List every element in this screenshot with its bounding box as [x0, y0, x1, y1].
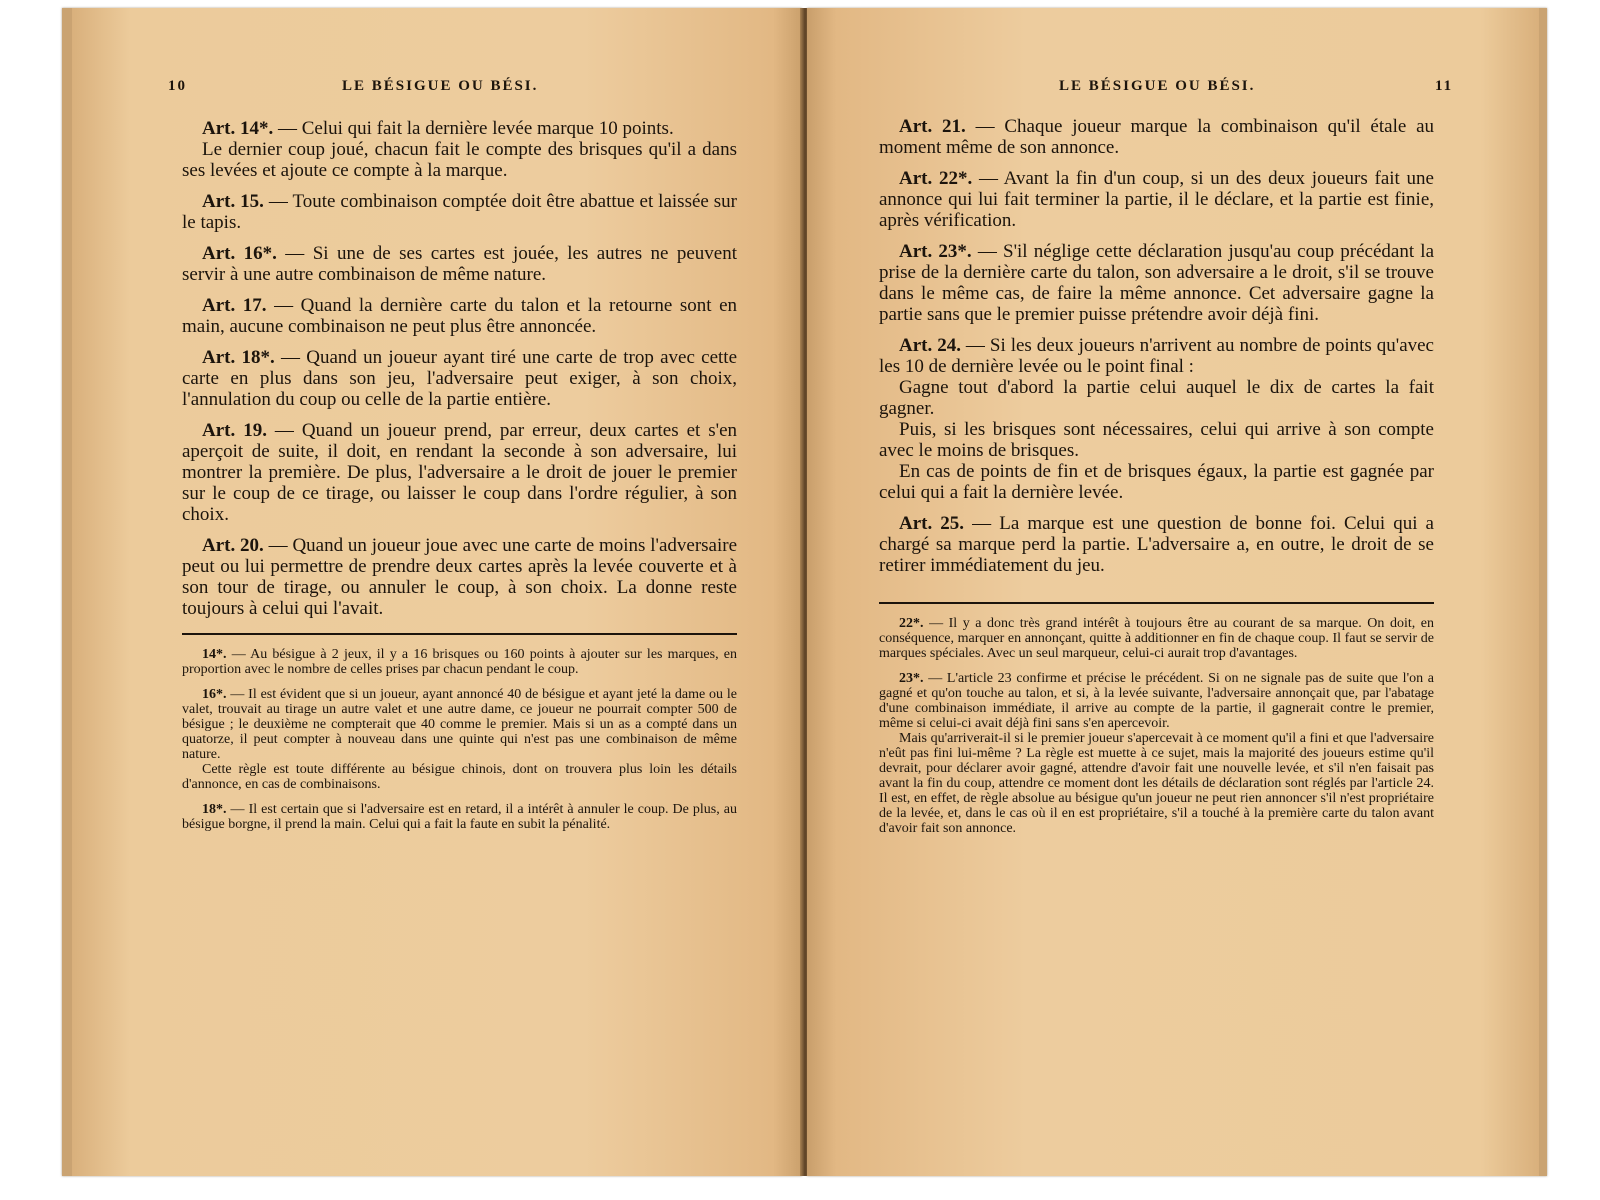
footnote-label: 23*.	[899, 671, 924, 686]
open-book	[62, 8, 1547, 1188]
right-page	[807, 8, 1547, 1176]
footnote-text: — Il est certain que si l'adversaire est en retard, il a intérêt à annuler le coup. De plus, au bésigue borgne, il prend la main. Celui qui a fait la faute en subit la pénalité.	[182, 802, 738, 832]
footnote-label: 18*.	[202, 802, 227, 817]
footnote-text: — L'article 23 confirme et précise le précédent. Si on ne signale pas de suite que l'on a gagné et qu'on touche au talon, et si, à la levée suivante, l'adversaire annonçait que, par l'abatage d'une combinaison immédiate, il arrive au compte de la partie, il gagnerait contre le premier, même si celui-ci avait déjà fini sans s'en apercevoir.	[879, 671, 1435, 731]
article-22	[879, 168, 1434, 231]
article-text: — La marque est une question de bonne foi. Celui qui a chargé sa marque perd la partie. L'adversaire a, en outre, le droit de se retirer immédiatement du jeu.	[879, 513, 1434, 576]
article-14	[182, 118, 737, 181]
article-15	[182, 191, 737, 233]
article-20	[182, 535, 737, 619]
article-text: — Si une de ses cartes est jouée, les autres ne peuvent servir à une autre combinaison de même nature.	[182, 243, 737, 285]
article-25	[879, 513, 1434, 576]
footnote-text: — Il est évident que si un joueur, ayant annoncé 40 de bésigue et ayant jeté la dame ou le valet, trouvait au tirage un autre valet et une autre dame, ce joueur ne pourrait compter 500 de bésigue ; le deuxième ne compterait que 40 comme le premier. Mais si un as a compté dans un quatorze, il peut compter à nouveau dans une quinte qui n'est pas une combinaison de même nature.	[182, 687, 737, 762]
article-label: Art. 18*.	[202, 347, 275, 368]
right-running-title: LE BÉSIGUE OU BÉSI.	[1059, 78, 1256, 94]
article-text: — Quand la dernière carte du talon et la retourne sont en main, aucune combinaison ne peut plus être annoncée.	[182, 295, 738, 337]
article-text: — Toute combinaison comptée doit être abattue et laissée sur le tapis.	[182, 191, 737, 233]
article-18	[182, 347, 737, 410]
footnote-divider	[879, 602, 1434, 604]
article-label: Art. 21.	[899, 116, 966, 137]
article-text: Le dernier coup joué, chacun fait le compte des brisques qu'il a dans ses levées et ajoute ce compte à la marque.	[182, 139, 737, 181]
article-text: — Quand un joueur joue avec une carte de moins l'adversaire peut ou lui permettre de prendre deux cartes après la levée couverte et à son tour de tirage, ou annuler le coup, à son choix. La donne reste toujours à celui qui l'avait.	[182, 535, 738, 619]
article-text: — S'il néglige cette déclaration jusqu'au coup précédant la prise de la dernière carte du talon, son adversaire a le droit, s'il se trouve dans le même cas, de faire la même annonce. Cet adversaire gagne la partie sans que le premier puisse prétendre avoir déjà fini.	[879, 241, 1435, 325]
article-16	[182, 243, 737, 285]
article-21	[879, 116, 1434, 158]
footnote-18	[182, 802, 737, 832]
article-24	[879, 335, 1434, 503]
footnote-label: 14*.	[202, 647, 227, 662]
article-text: — Si les deux joueurs n'arrivent au nombre de points qu'avec les 10 de dernière levée ou le point final :	[879, 335, 1434, 377]
footnote-22	[879, 616, 1434, 661]
right-page-number: 11	[1435, 78, 1454, 94]
left-running-title: LE BÉSIGUE OU BÉSI.	[342, 78, 539, 94]
article-text: — Avant la fin d'un coup, si un des deux joueurs fait une annonce qui lui fait terminer la partie, il le déclare, et la partie est finie, après vérification.	[879, 168, 1434, 231]
footnote-23	[879, 671, 1434, 836]
article-text: — Quand un joueur ayant tiré une carte de trop avec cette carte en plus dans son jeu, l'adversaire peut exiger, à son choix, l'annulation du coup ou celle de la partie entière.	[182, 347, 738, 410]
article-text: Puis, si les brisques sont nécessaires, celui qui arrive à son compte avec le moins de brisques.	[879, 419, 1434, 461]
footnote-label: 16*.	[202, 687, 227, 702]
article-label: Art. 23*.	[899, 241, 972, 262]
footnote-text: Mais qu'arriverait-il si le premier joueur s'apercevait à ce moment qu'il a fini et que l'adversaire n'eût pas fini lui-même ? La règle est muette à ce sujet, mais la majorité des joueurs estime qu'il devrait, pour déclarer avoir gagné, attendre d'avoir fait une nouvelle levée, et s'il n'en faisait pas avant la fin du coup, attendre ce moment dont les détails de déclaration sont réglés par l'article 24. Il est, en effet, de règle absolue au bésigue qu'un joueur ne peut rien annoncer s'il n'est propriétaire de la levée, et, dans le cas où il en est propriétaire, s'il a touché à la première carte du talon avant d'avoir fait son annonce.	[879, 731, 1434, 836]
article-label: Art. 19.	[202, 420, 267, 441]
article-text: — Quand un joueur prend, par erreur, deux cartes et s'en aperçoit de suite, il doit, en rendant la seconde à son adversaire, lui montrer la première. De plus, l'adversaire a le droit de jouer le premier sur le coup de ce tirage, ou laisser le coup dans l'ordre régulier, à son choix.	[182, 420, 738, 525]
article-label: Art. 25.	[899, 513, 965, 534]
article-label: Art. 14*.	[202, 118, 274, 139]
article-label: Art. 15.	[202, 191, 264, 212]
article-label: Art. 17.	[202, 295, 267, 316]
article-17	[182, 295, 737, 337]
footnote-14	[182, 647, 737, 677]
article-label: Art. 22*.	[899, 168, 973, 189]
left-page	[62, 8, 802, 1176]
article-19	[182, 420, 737, 525]
footnote-text: — Il y a donc très grand intérêt à toujours être au courant de sa marque. On doit, en conséquence, marquer en annonçant, quitte à additionner en fin de chaque coup. Il faut se servir de marques spéciales. Avec un seul marqueur, celui-ci aurait trop d'avantages.	[879, 616, 1434, 661]
article-text: Gagne tout d'abord la partie celui auquel le dix de cartes la fait gagner.	[879, 377, 1434, 419]
article-label: Art. 24.	[899, 335, 961, 356]
right-page-body	[879, 116, 1434, 846]
left-page-body	[182, 118, 737, 842]
footnote-text: Cette règle est toute différente au bésigue chinois, dont on trouvera plus loin les détails d'annonce, en cas de combinaisons.	[182, 762, 737, 792]
footnote-16	[182, 687, 737, 792]
article-label: Art. 20.	[202, 535, 264, 556]
article-text: En cas de points de fin et de brisques égaux, la partie est gagnée par celui qui a fait la dernière levée.	[879, 461, 1434, 503]
footnote-label: 22*.	[899, 616, 924, 631]
article-text: — Celui qui fait la dernière levée marque 10 points.	[277, 118, 674, 139]
article-label: Art. 16*.	[202, 243, 277, 264]
article-text: — Chaque joueur marque la combinaison qu'il étale au moment même de son annonce.	[879, 116, 1435, 158]
article-23	[879, 241, 1434, 325]
left-page-number: 10	[168, 78, 187, 94]
footnote-text: — Au bésigue à 2 jeux, il y a 16 brisques ou 160 points à ajouter sur les marques, en proportion avec le nombre de celles prises par chacun pendant le coup.	[182, 647, 738, 677]
footnote-divider	[182, 633, 737, 635]
